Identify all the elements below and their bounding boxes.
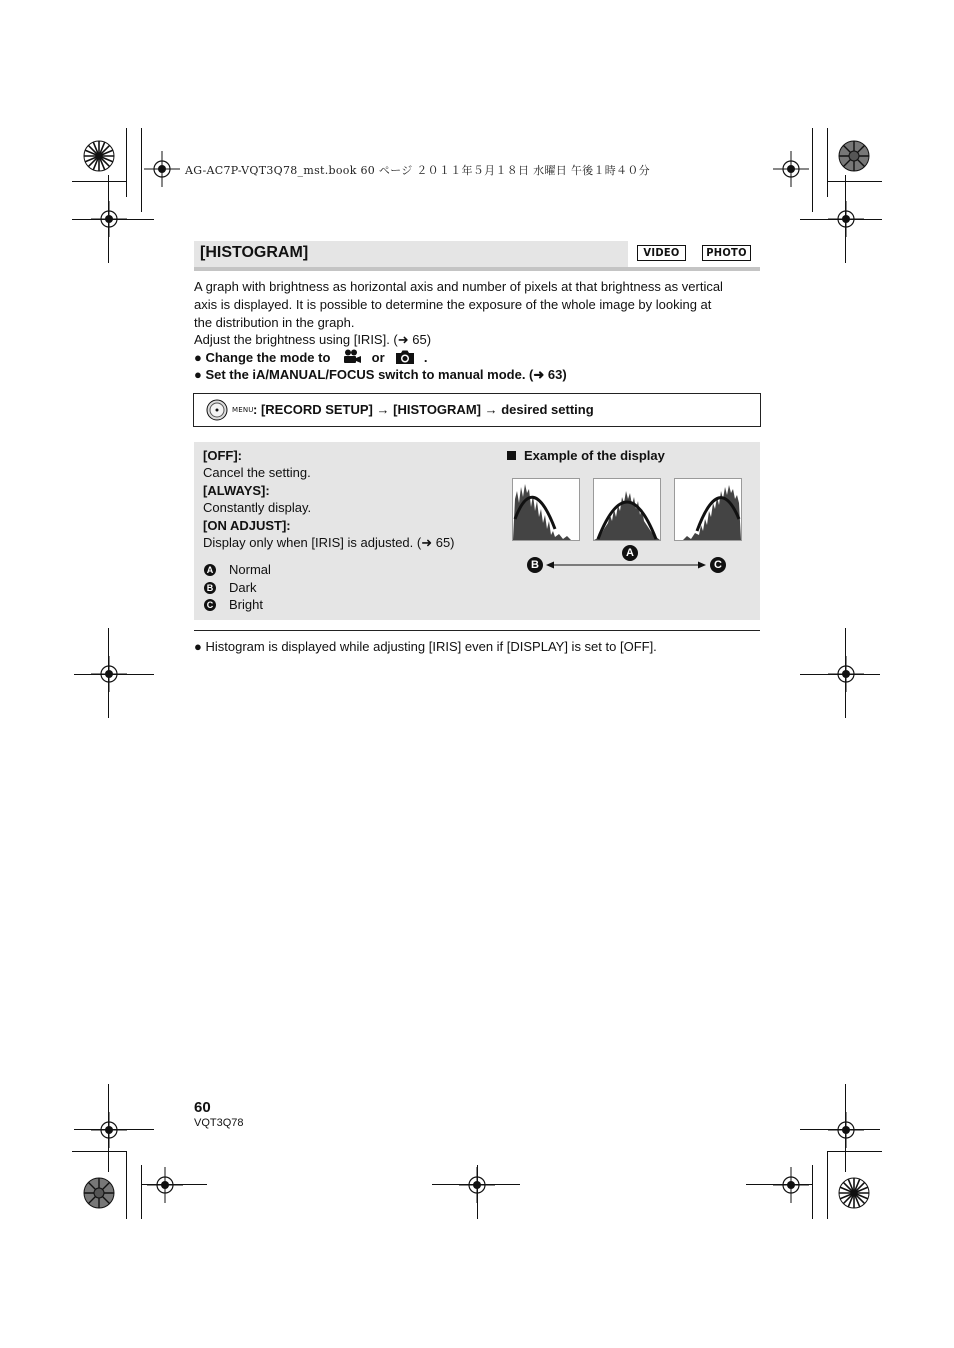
legend-text-bright: Bright (229, 597, 263, 612)
example-label-a: A (622, 545, 638, 561)
intro-line: A graph with brightness as horizontal axis and number of pixels at that brightness as vertical (194, 279, 723, 294)
legend-text-dark: Dark (229, 580, 257, 595)
intro-line: Adjust the brightness using [IRIS]. (➜ 65) (194, 332, 432, 348)
crosshair-icon (144, 151, 180, 187)
intro-paragraph (194, 278, 762, 349)
menu-path-text: : [RECORD SETUP] → [HISTOGRAM] → desired setting (253, 402, 594, 417)
histogram-dark-graph (513, 479, 579, 540)
note-divider (194, 630, 760, 631)
photo-mode-badge: PHOTO (702, 245, 751, 261)
legend-marker-b: B (204, 582, 216, 594)
histogram-normal (593, 478, 661, 541)
note-text: Histogram is displayed while adjusting [IRIS] even if [DISPLAY] is set to [OFF]. (205, 639, 657, 654)
bullet-icon: ● (194, 367, 206, 382)
histogram-dark (512, 478, 580, 541)
step-text: or (371, 350, 385, 365)
option-desc-on-adjust: Display only when [IRIS] is adjusted. (➜ 65) (203, 535, 455, 550)
photo-camera-icon (394, 349, 416, 365)
histogram-bright-graph (675, 479, 741, 540)
crosshair-icon (773, 151, 809, 187)
example-heading-text: Example of the display (524, 448, 665, 463)
legend-text-normal: Normal (229, 562, 271, 577)
page-number: 60 (194, 1099, 211, 1116)
section-header (194, 241, 760, 271)
double-arrow-icon (546, 560, 706, 570)
example-label-c: C (710, 557, 726, 573)
intro-line: the distribution in the graph. (194, 314, 355, 330)
option-desc-always: Constantly display. (203, 500, 312, 515)
registration-wheel-icon (837, 139, 871, 173)
registration-wheel-icon (82, 139, 116, 173)
histogram-normal-graph (594, 479, 660, 540)
menu-label: MENU (232, 406, 254, 414)
step-text: . (423, 350, 428, 365)
option-desc-off: Cancel the setting. (203, 465, 311, 480)
option-label-on-adjust: [ON ADJUST]: (203, 518, 291, 533)
print-file-header: AG-AC7P-VQT3Q78_mst.book 60 ページ ２０１１年５月１８日 水曜日 午後１時４０分 (185, 164, 650, 177)
option-label-always: [ALWAYS]: (203, 483, 270, 498)
legend-marker-a: A (204, 564, 216, 576)
step-change-mode (194, 349, 428, 366)
step-text: Change the mode to (205, 350, 331, 365)
registration-wheel-icon (82, 1176, 116, 1210)
legend-marker-c: C (204, 599, 216, 611)
crosshair-icon (147, 1167, 183, 1203)
square-bullet-icon (507, 451, 516, 460)
menu-dial-icon (206, 399, 230, 421)
example-label-b: B (527, 557, 543, 573)
section-title: [HISTOGRAM] (200, 244, 309, 261)
histogram-bright (674, 478, 742, 541)
options-panel (194, 442, 760, 620)
crosshair-icon (773, 1167, 809, 1203)
video-mode-badge: VIDEO (637, 245, 686, 261)
example-heading (507, 447, 665, 465)
step-set-switch (194, 366, 567, 383)
option-label-off: [OFF]: (203, 448, 242, 463)
video-camera-icon (342, 349, 362, 364)
intro-line: axis is displayed. It is possible to determine the exposure of the whole image by looking at (194, 296, 712, 312)
crosshair-icon (91, 1112, 127, 1148)
crosshair-icon (828, 1112, 864, 1148)
bullet-icon: ● (194, 350, 206, 365)
step-text: Set the iA/MANUAL/FOCUS switch to manual mode. (➜ 63) (205, 367, 567, 382)
bullet-icon: ● (194, 639, 206, 654)
registration-wheel-icon (837, 1176, 871, 1210)
menu-path-box (193, 393, 761, 427)
document-code: VQT3Q78 (194, 1117, 244, 1129)
note-line (194, 639, 657, 654)
